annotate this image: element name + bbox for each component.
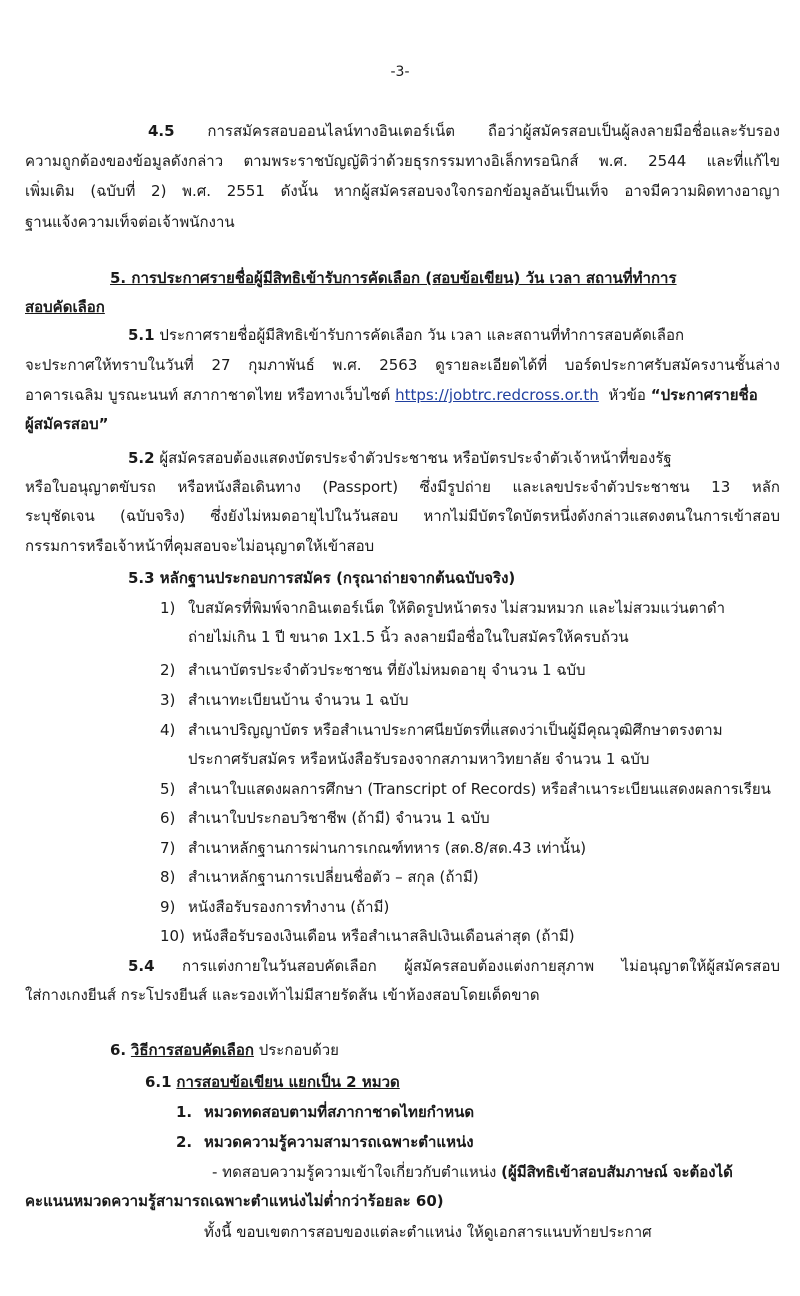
list-item-number: 3)	[160, 691, 176, 709]
section-5-2-line-2: หรือใบอนุญาตขับรถ หรือหนังสือเดินทาง (Passport) ซึ่งมีรูปถ่าย และเลขประจำตัวประชาชน 13 หลัก	[25, 478, 780, 496]
jobtrc-website-link[interactable]: https://jobtrc.redcross.or.th	[395, 386, 599, 404]
section-4-5-line-3: เพิ่มเติม (ฉบับที่ 2) พ.ศ. 2551 ดังนั้น หากผู้สมัครสอบจงใจกรอกข้อมูลอันเป็นเท็จ อาจมีความผิดทางอาญา	[25, 182, 780, 200]
list-item: สำเนาหลักฐานการเปลี่ยนชื่อตัว – สกุล (ถ้ามี)	[188, 868, 479, 886]
exam-category: หมวดความรู้ความสามารถเฉพาะตำแหน่ง	[204, 1133, 474, 1151]
section-5-1-line-1: 5.1 ประกาศรายชื่อผู้มีสิทธิเข้ารับการคัดเลือก วัน เวลา และสถานที่ทำการสอบคัดเลือก	[128, 326, 685, 344]
section-6-1-sub-line-2: คะแนนหมวดความรู้สามารถเฉพาะตำแหน่งไม่ต่ำกว่าร้อยละ 60)	[25, 1192, 444, 1210]
list-item: หนังสือรับรองเงินเดือน หรือสำเนาสลิปเงินเดือนล่าสุด (ถ้ามี)	[192, 927, 575, 945]
list-item-number: 9)	[160, 898, 176, 916]
list-item: สำเนาปริญญาบัตร หรือสำเนาประกาศนียบัตรที่แสดงว่าเป็นผู้มีคุณวุฒิศึกษาตรงตาม	[188, 721, 723, 739]
section-5-1-line-4: ผู้สมัครสอบ”	[25, 415, 109, 433]
list-item-number: 2)	[160, 661, 176, 679]
section-5-heading-line-2: สอบคัดเลือก	[25, 298, 105, 316]
section-5-2-line-1: 5.2 ผู้สมัครสอบต้องแสดงบัตรประจำตัวประชาชน หรือบัตรประจำตัวเจ้าหน้าที่ของรัฐ	[128, 449, 672, 467]
page-number: -3-	[390, 64, 410, 80]
section-5-4-line-1: 5.4 การแต่งกายในวันสอบคัดเลือก ผู้สมัครสอบต้องแต่งกายสุภาพ ไม่อนุญาตให้ผู้สมัครสอบ	[128, 957, 780, 975]
section-5-1-line-2: จะประกาศให้ทราบในวันที่ 27 กุมภาพันธ์ พ.ศ. 2563 ดูรายละเอียดได้ที่ บอร์ดประกาศรับสมัครงานชั้นล่าง	[25, 356, 780, 374]
list-item-number: 10)	[160, 927, 185, 945]
list-item-number: 5)	[160, 780, 176, 798]
list-item: สำเนาใบแสดงผลการศึกษา (Transcript of Records) หรือสำเนาระเบียนแสดงผลการเรียน	[188, 780, 771, 798]
section-5-3-heading: 5.3 หลักฐานประกอบการสมัคร (กรุณาถ่ายจากต้นฉบับจริง)	[128, 569, 516, 587]
section-6-heading: 6. วิธีการสอบคัดเลือก ประกอบด้วย	[110, 1041, 339, 1059]
section-5-1-line-3: อาคารเฉลิม บูรณะนนท์ สภากาชาดไทย หรือทางเว็บไซต์ https://jobtrc.redcross.or.th หัวข้อ “ประกาศรายชื่อ	[25, 386, 758, 404]
list-item-continuation: ประกาศรับสมัคร หรือหนังสือรับรองจากสภามหาวิทยาลัย จำนวน 1 ฉบับ	[188, 750, 650, 768]
exam-category-number: 2.	[176, 1133, 193, 1151]
list-item-number: 8)	[160, 868, 176, 886]
section-4-5-line-4: ฐานแจ้งความเท็จต่อเจ้าพนักงาน	[25, 213, 235, 231]
list-item-number: 6)	[160, 809, 176, 827]
section-6-1-note: ทั้งนี้ ขอบเขตการสอบของแต่ละตำแหน่ง ให้ดูเอกสารแนบท้ายประกาศ	[204, 1223, 652, 1241]
section-5-2-line-4: กรรมการหรือเจ้าหน้าที่คุมสอบจะไม่อนุญาตให้เข้าสอบ	[25, 537, 375, 555]
section-5-2-line-3: ระบุชัดเจน (ฉบับจริง) ซึ่งยังไม่หมดอายุไปในวันสอบ หากไม่มีบัตรใดบัตรหนึ่งดังกล่าวแสดงตนในการเข้าสอบ	[25, 507, 780, 525]
exam-category-number: 1.	[176, 1103, 193, 1121]
list-item: สำเนาบัตรประจำตัวประชาชน ที่ยังไม่หมดอายุ จำนวน 1 ฉบับ	[188, 661, 586, 679]
list-item-continuation: ถ่ายไม่เกิน 1 ปี ขนาด 1x1.5 นิ้ว ลงลายมือชื่อในใบสมัครให้ครบถ้วน	[188, 628, 629, 646]
list-item: หนังสือรับรองการทำงาน (ถ้ามี)	[188, 898, 390, 916]
section-5-4-line-2: ใส่กางเกงยีนส์ กระโปรงยีนส์ และรองเท้าไม่มีสายรัดส้น เข้าห้องสอบโดยเด็ดขาด	[25, 986, 540, 1004]
list-item-number: 4)	[160, 721, 176, 739]
section-5-heading-line-1: 5. การประกาศรายชื่อผู้มีสิทธิเข้ารับการคัดเลือก (สอบข้อเขียน) วัน เวลา สถานที่ทำการ	[110, 269, 677, 287]
section-6-1-sub-line-1: - ทดสอบความรู้ความเข้าใจเกี่ยวกับตำแหน่ง (ผู้มีสิทธิเข้าสอบสัมภาษณ์ จะต้องได้	[212, 1163, 733, 1181]
list-item: สำเนาหลักฐานการผ่านการเกณฑ์ทหาร (สด.8/สด.43 เท่านั้น)	[188, 839, 587, 857]
list-item-number: 7)	[160, 839, 176, 857]
section-4-5-line-2: ความถูกต้องของข้อมูลดังกล่าว ตามพระราชบัญญัติว่าด้วยธุรกรรมทางอิเล็กทรอนิกส์ พ.ศ. 2544 และที่แก้ไข	[25, 152, 780, 170]
section-4-5-number: 4.5	[148, 122, 175, 140]
exam-category: หมวดทดสอบตามที่สภากาชาดไทยกำหนด	[204, 1103, 475, 1121]
section-4-5-line-1: 4.5 การสมัครสอบออนไลน์ทางอินเตอร์เน็ต ถือว่าผู้สมัครสอบเป็นผู้ลงลายมือชื่อและรับรอง	[148, 122, 780, 140]
section-6-1-heading: 6.1 การสอบข้อเขียน แยกเป็น 2 หมวด	[145, 1073, 400, 1091]
list-item: สำเนาทะเบียนบ้าน จำนวน 1 ฉบับ	[188, 691, 409, 709]
list-item: ใบสมัครที่พิมพ์จากอินเตอร์เน็ต ให้ติดรูปหน้าตรง ไม่สวมหมวก และไม่สวมแว่นตาดำ	[188, 599, 726, 617]
list-item: สำเนาใบประกอบวิชาชีพ (ถ้ามี) จำนวน 1 ฉบับ	[188, 809, 490, 827]
list-item-number: 1)	[160, 599, 176, 617]
